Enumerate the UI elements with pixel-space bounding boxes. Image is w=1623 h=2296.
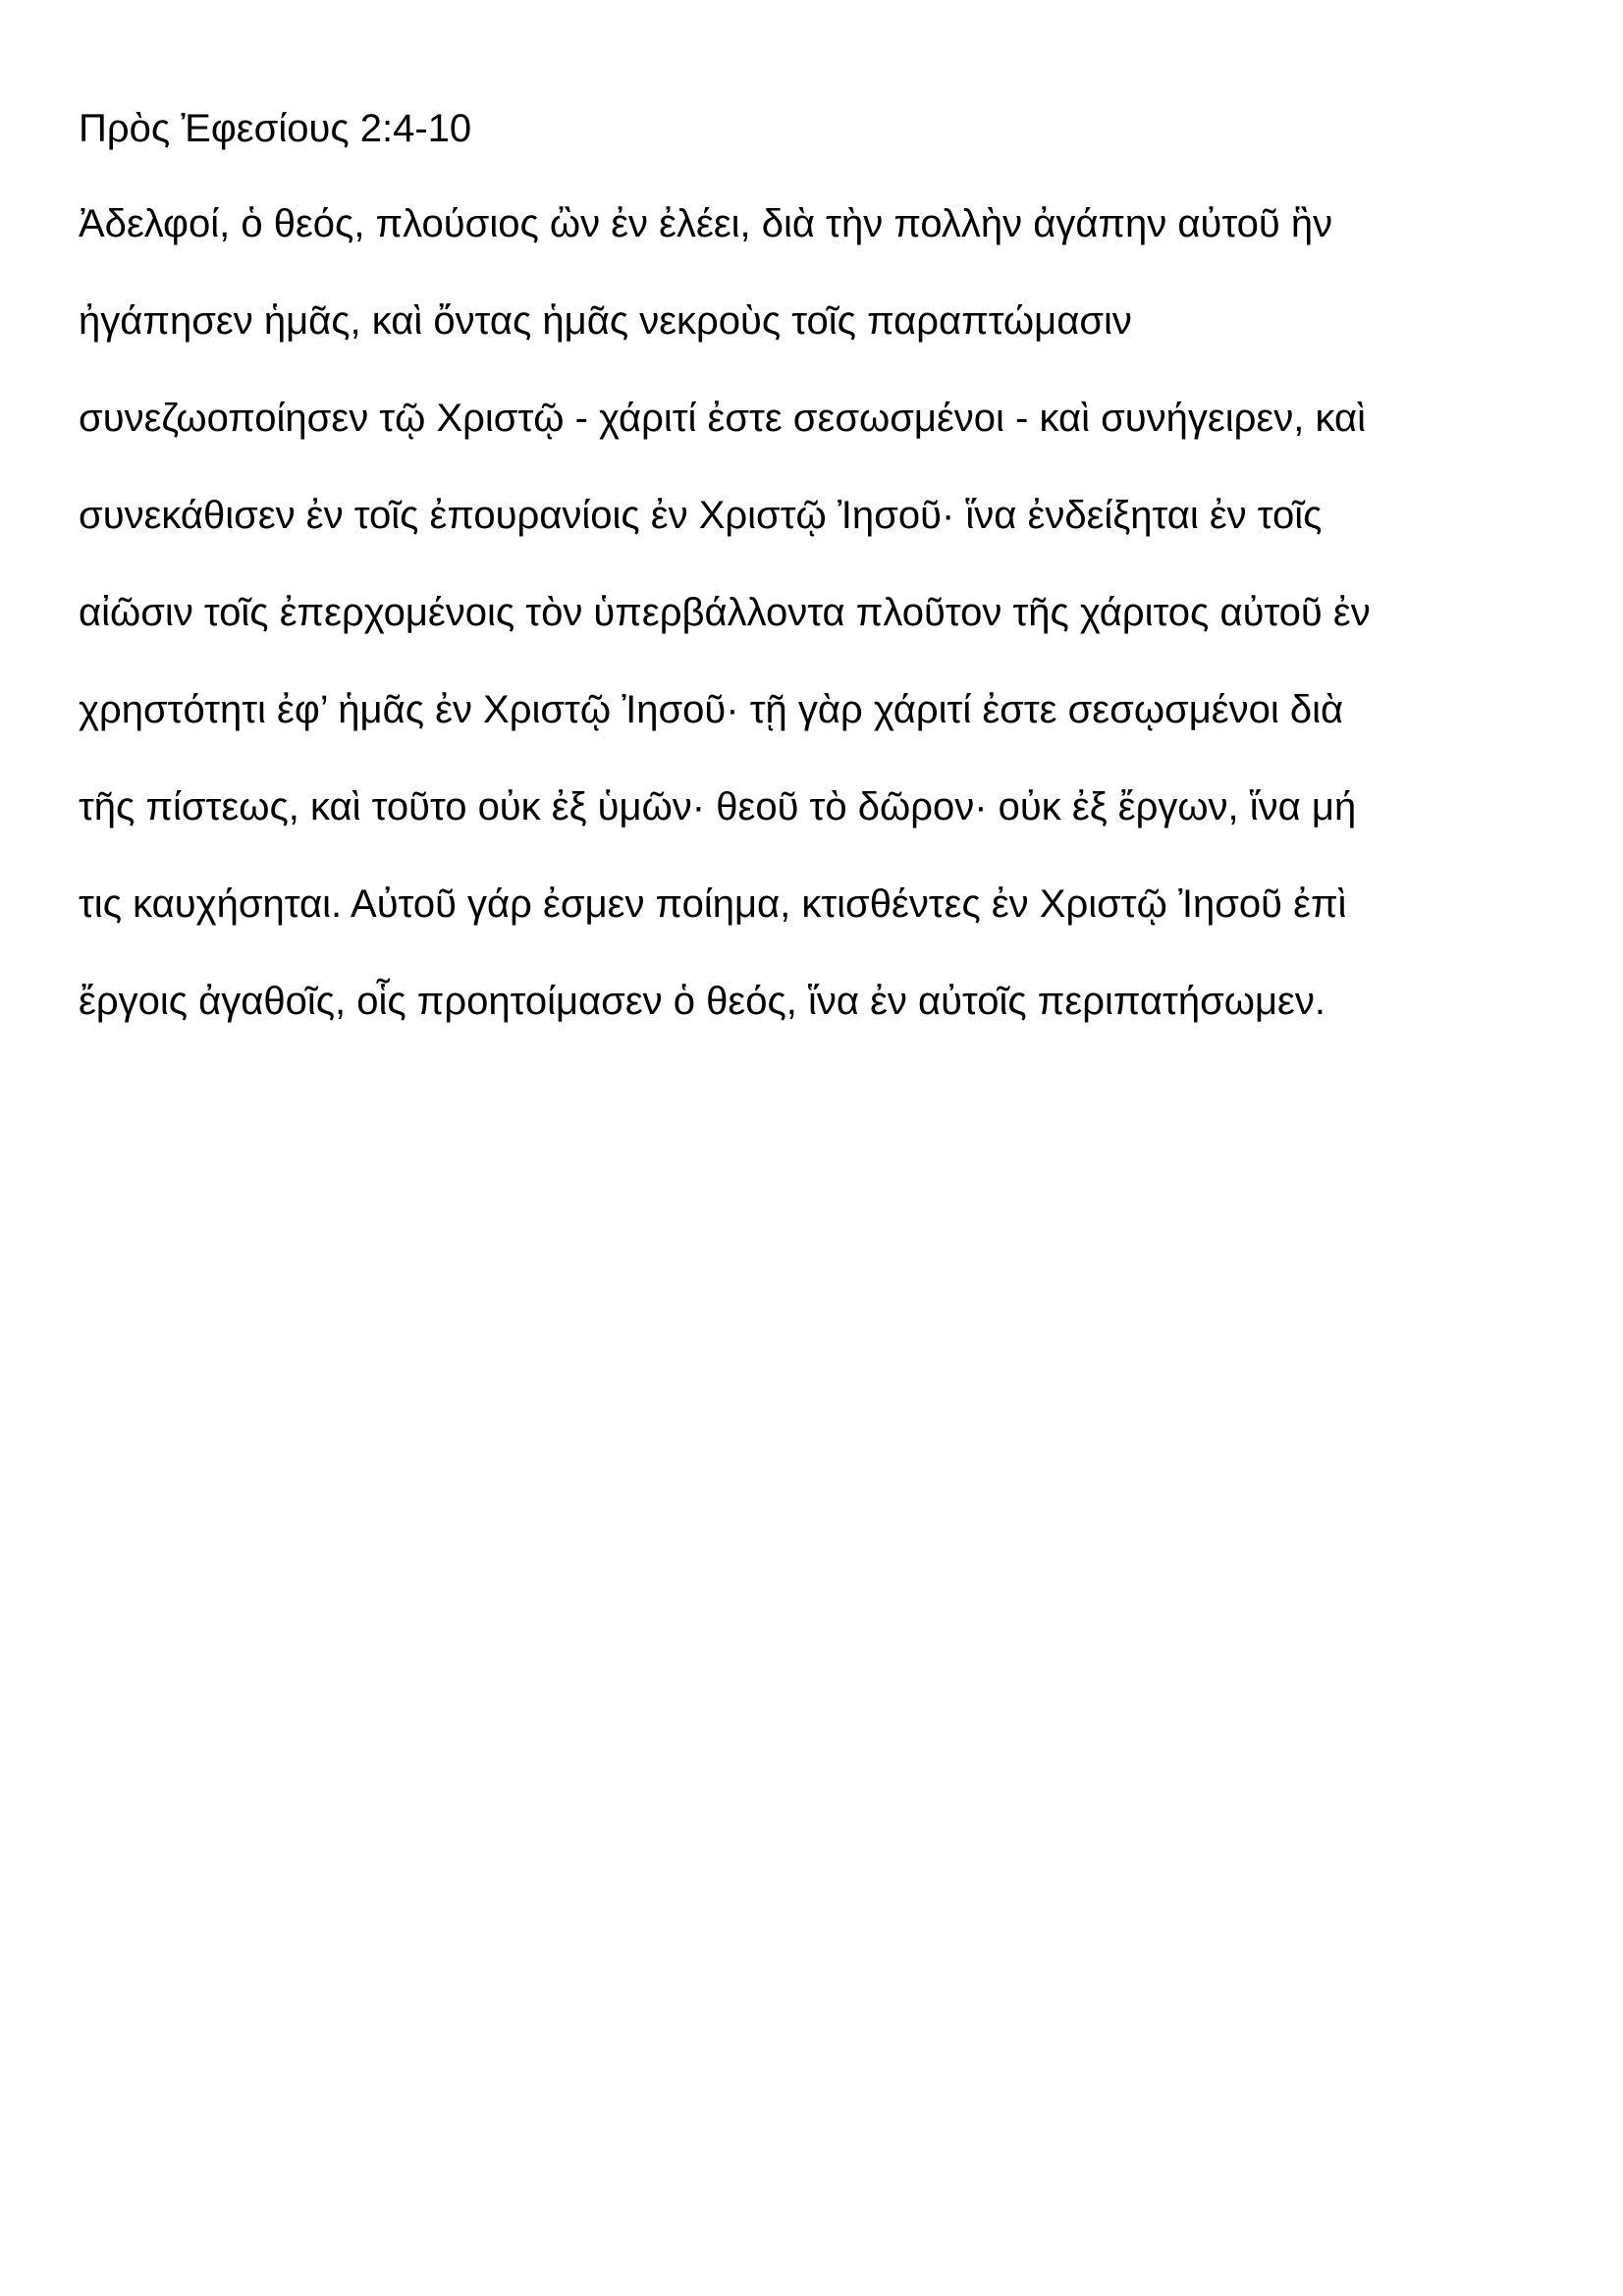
passage-line: τις καυχήσηται. Αὐτοῦ γάρ ἐσμεν ποίημα, κτισθέντες ἐν Χριστῷ Ἰησοῦ ἐπὶ (79, 882, 1347, 926)
passage-line: συνεκάθισεν ἐν τοῖς ἐπουρανίοις ἐν Χριστῷ Ἰησοῦ· ἵνα ἐνδείξηται ἐν τοῖς (79, 494, 1323, 537)
passage-line: ἠγάπησεν ἡμᾶς, καὶ ὄντας ἡμᾶς νεκροὺς τοῖς παραπτώμασιν (79, 299, 1132, 343)
passage-line: χρηστότητι ἐφ’ ἡμᾶς ἐν Χριστῷ Ἰησοῦ· τῇ γὰρ χάριτί ἐστε σεσῳσμένοι διὰ (79, 688, 1344, 731)
passage-body (79, 196, 1571, 1071)
passage-line: συνεζωοποίησεν τῷ Χριστῷ - χάριτί ἐστε σεσωσμένοι - καὶ συνήγειρεν, καὶ (79, 397, 1366, 440)
passage-line: ἔργοις ἀγαθοῖς, οἷς προητοίμασεν ὁ θεός, ἵνα ἐν αὐτοῖς περιπατήσωμεν. (79, 980, 1325, 1023)
passage-line: τῆς πίστεως, καὶ τοῦτο οὐκ ἐξ ὑμῶν· θεοῦ τὸ δῶρον· οὐκ ἐξ ἔργων, ἵνα μή (79, 785, 1357, 828)
passage-reference-heading: Πρὸς Ἐφεσίους 2:4-10 (79, 107, 472, 150)
passage-line: αἰῶσιν τοῖς ἐπερχομένοις τὸν ὑπερβάλλοντα πλοῦτον τῆς χάριτος αὐτοῦ ἐν (79, 591, 1371, 634)
passage-line: Ἀδελφοί, ὁ θεός, πλούσιος ὢν ἐν ἐλέει, διὰ τὴν πολλὴν ἀγάπην αὐτοῦ ἣν (79, 202, 1333, 245)
